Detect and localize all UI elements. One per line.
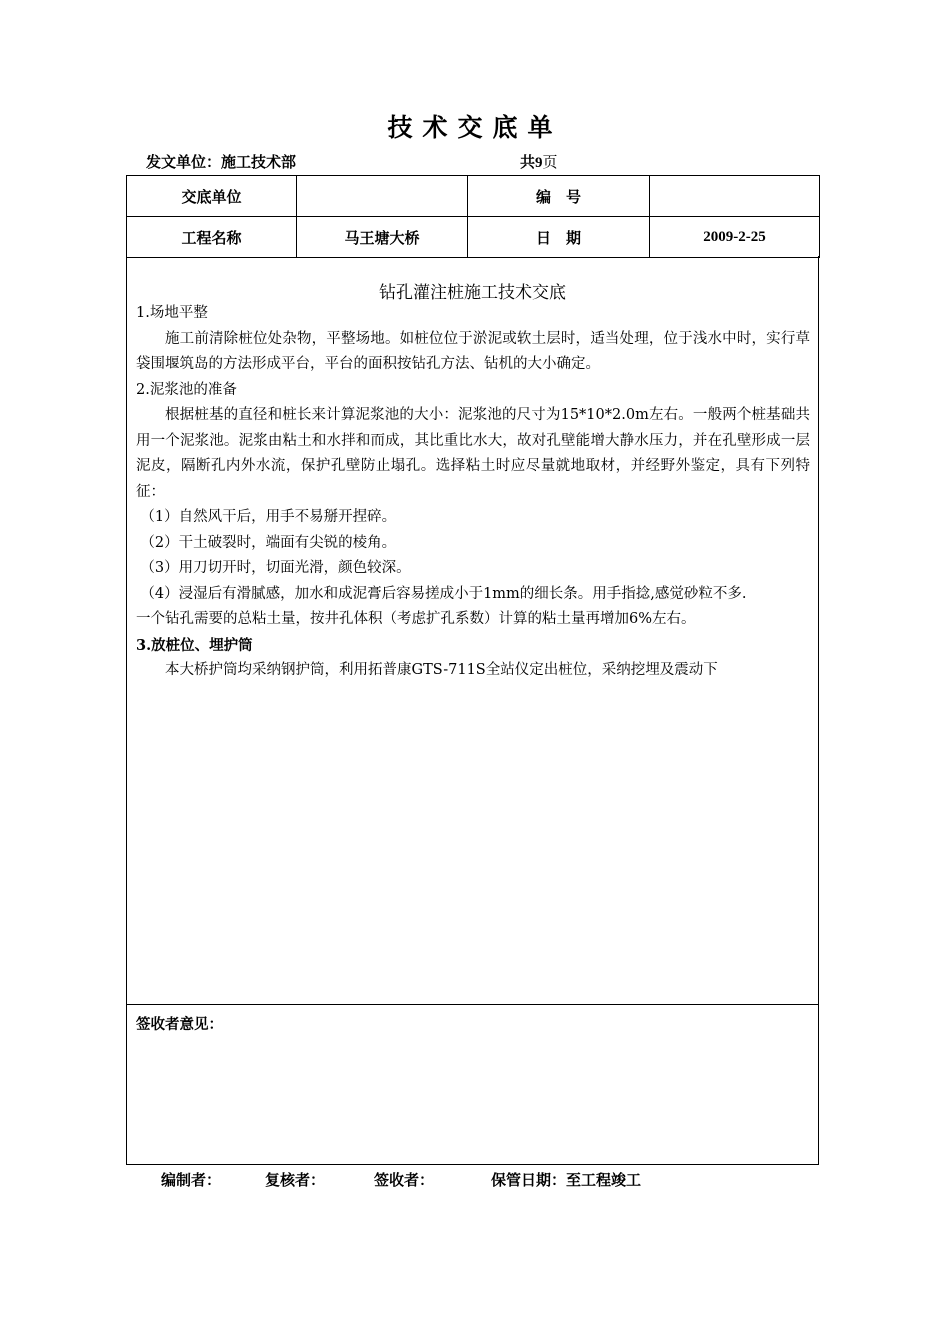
content-subtitle: 钻孔灌注桩施工技术交底 [379,283,566,303]
section-heading: 3.放桩位、埋护筒 [136,636,253,654]
section-heading: 2.泥浆池的准备 [136,381,237,398]
value-project-name: 马王塘大桥 [297,217,468,258]
document-title: 技术交底单 [387,113,563,142]
page-count [520,151,558,172]
issuer-label: 发文单位：施工技术部 [146,153,297,171]
paragraph: 本大桥护筒均采纳钢护筒，利用拓普康GTS-711S全站仪定出桩位，采纳挖埋及震动下 [165,662,718,678]
value-disclosure-unit [297,176,468,217]
list-item: （4）浸湿后有滑腻感，加水和成泥膏后容易搓成小于1mm的细长条。用手指捻,感觉砂粒不多. [140,585,747,602]
page-count-number: 9 [535,155,543,171]
value-date: 2009-2-25 [650,217,820,258]
list-item: （3）用刀切开时，切面光滑，颜色较深。 [140,560,411,576]
label-number: 编 号 [468,176,650,217]
header-table [126,175,820,258]
header-row-project [127,217,820,258]
list-item: （2）干土破裂时，端面有尖锐的棱角。 [140,534,397,551]
paragraph: 施工前清除桩位处杂物，平整场地。如桩位位于淤泥或软土层时，适当处理，位于浅水中时，实行草袋围堰筑岛的方法形成平台，平台的面积按钻孔方法、钻机的大小确定。 [136,330,810,372]
list-item: （1）自然风干后，用手不易掰开捏碎。 [140,509,397,525]
section-heading: 1.场地平整 [136,305,208,321]
value-number [650,176,820,217]
footer-receiver: 签收者： [374,1171,435,1189]
content-box [126,256,819,1005]
paragraph: 根据桩基的直径和桩长来计算泥浆池的大小：泥浆池的尺寸为15*10*2.0m左右。一般两个桩基础共用一个泥浆池。泥浆由粘土和水拌和而成，其比重比水大，故对孔壁能增大静水压力，并在孔壁形成一层泥皮，隔断孔内外水流，保护孔壁防止塌孔。选择粘土时应尽量就地取材，并经野外鉴定，具有下列特征： [136,407,810,500]
header-row-unit [127,176,820,217]
signer-opinion-box [126,1004,819,1165]
signer-opinion-label: 签收者意见： [136,1016,223,1033]
page-count-prefix: 共 [520,153,536,171]
label-project-name: 工程名称 [127,217,297,258]
label-disclosure-unit: 交底单位 [127,176,297,217]
footer-reviewer: 复核者： [265,1171,326,1189]
footer-editor: 编制者： [161,1171,222,1189]
footer-retention: 保管日期：至工程竣工 [491,1171,642,1189]
page-count-suffix: 页 [542,153,558,171]
label-date: 日 期 [468,217,650,258]
paragraph: 一个钻孔需要的总粘土量，按井孔体积（考虑扩孔系数）计算的粘土量再增加6%左右。 [136,611,696,627]
content-text [136,301,810,684]
